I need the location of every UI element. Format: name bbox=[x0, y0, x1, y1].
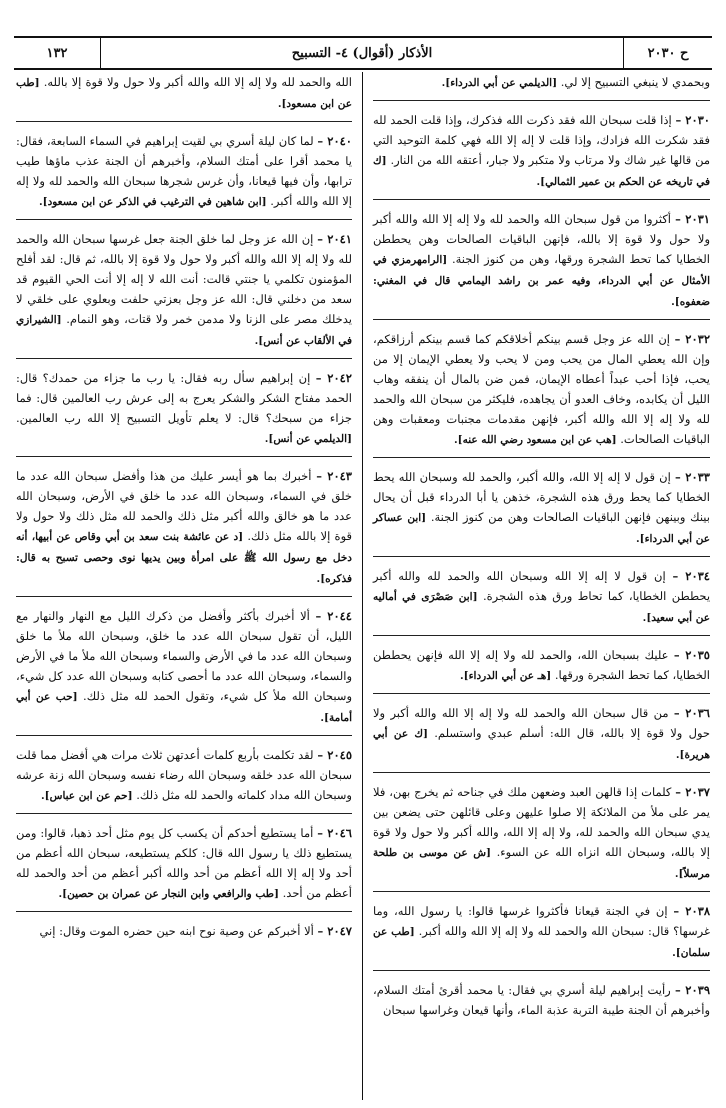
hadith-text: إن في الجنة قيعانا فأكثروا غرسها قالوا: يا رسول الله، وما غرسها؟ قال: سبحان الله والحمد لله ولا إله إلا الله والله أكبر. bbox=[373, 904, 711, 938]
hadith-entry bbox=[16, 131, 352, 220]
hadith-entry bbox=[16, 466, 352, 597]
hadith-entry bbox=[373, 782, 710, 892]
hadith-text: إذا قلت سبحان الله فقد ذكرت الله فذكرك، وإذا قلت الحمد لله فقد شكرت الله فزادك، وإذا قلت لا إله إلا الله فهي كلمة التوحيد التي من قالها غير شاك ولا مرتاب ولا متكبر ولا جبار، أعتقه الله من النار. bbox=[373, 113, 711, 167]
hadith-number: ٢٠٤٢ – bbox=[315, 371, 352, 385]
hadith-text: ألا أخبرك بأكثر وأفضل من ذكرك الليل مع النهار والنهار مع الليل، أن تقول سبحان الله عدد ما خلق، وسبحان الله ملأ ما خلق وسبحان الله عدد ما في الأرض والسماء وسبحان الله ملأ ما في الأرض والسماء، وسبحان الله عدد ما أحصى كتابه وسبحان الله عدد كل شيء، وسبحان الله ملأ كل شيء، وتقول الحمد لله مثل ذلك. bbox=[16, 609, 352, 703]
hadith-number: ٢٠٤٤ – bbox=[315, 609, 352, 623]
hadith-number: ٢٠٤٧ – bbox=[317, 924, 352, 938]
hadith-entry bbox=[16, 368, 352, 457]
hadith-number: ٢٠٣٥ – bbox=[673, 648, 710, 662]
hadith-number: ٢٠٣٦ – bbox=[673, 706, 710, 720]
hadith-source: [ش عن موسى بن طلحة مرسلاً]. bbox=[373, 847, 710, 880]
hadith-text: لقد تكلمت بأربع كلمات أعدتهن ثلاث مرات هي أفضل مما قلت سبحان الله عدد خلقه وسبحان الله رضاء نفسه وسبحان الله زنة عرشه وسبحان الله مداد كلماته والحمد لله مثل ذلك. bbox=[16, 748, 352, 802]
hadith-entry bbox=[373, 209, 710, 320]
hadith-number: ٢٠٣٩ – bbox=[674, 983, 711, 997]
page-number: ١٣٢ bbox=[46, 45, 68, 61]
hadith-source: [ك عن أبي هريرة]. bbox=[373, 728, 710, 761]
hadith-number: ٢٠٤٦ – bbox=[317, 826, 352, 840]
hadith-number: ٢٠٤٠ – bbox=[317, 134, 352, 148]
hadith-number: ٢٠٤٣ – bbox=[316, 469, 352, 483]
hadith-source: [الرامهرمزي في الأمثال عن أبي الدرداء، وفيه عمر بن راشد اليمامي قال في المغني: ضعفوه]. bbox=[373, 254, 710, 308]
hadith-entry bbox=[373, 566, 710, 636]
text-columns bbox=[14, 72, 712, 1100]
hadith-source: [ابن عساكر عن أبي الدرداء]. bbox=[373, 512, 710, 545]
hadith-text: إن قول لا إله إلا الله وسبحان الله والحمد لله والله أكبر يحططن الخطايا، كما تحاط ورق هذه الشجرة. bbox=[373, 569, 711, 603]
hadith-source: [هب عن ابن مسعود رضي الله عنه]. bbox=[453, 434, 617, 446]
chapter-title: الأذكار (أقوال) ٤- التسبيح bbox=[100, 38, 623, 68]
hadith-entry bbox=[16, 229, 352, 359]
hadith-source: [طب عن ابن مسعود]. bbox=[16, 77, 352, 110]
hadith-text: أما يستطيع أحدكم أن يكسب كل يوم مثل أحد ذهبا، قالوا: ومن يستطيع ذلك يا رسول الله قال: كلكم يستطيعه، سبحان الله أعظم من أحد ولا إله إلا الله أعظم من أحد والله أكبر أعظم من أحد والحمد لله أعظم من أحد. bbox=[16, 826, 352, 900]
hadith-text: أكثروا من قول سبحان الله والحمد لله ولا إله إلا الله والله أكبر ولا حول ولا قوة إلا بالله، فإنهن الباقيات الصالحات وهن يحططن الخطايا كما تحط الشجرة ورقها، وهن من كنوز الجنة. bbox=[373, 212, 710, 266]
hadith-text: أخبرك بما هو أيسر عليك من هذا وأفضل سبحان الله عدد ما خلق في السماء، وسبحان الله عدد ما خلق في الأرض، وسبحان الله عدد ما هو خالق والله أكبر مثل ذلك والحمد لله مثل ذلك ولا حول ولا قوة إلا بالله مثل ذلك. bbox=[16, 469, 353, 543]
hadith-source: [ابن صَصْرَى في أماليه عن أبي سعيد]. bbox=[373, 591, 710, 624]
hadith-source: [هـ عن أبي الدرداء]. bbox=[460, 670, 552, 682]
right-column bbox=[363, 72, 712, 1100]
hadith-entry bbox=[16, 72, 352, 122]
hadith-source: [ك في تاريخه عن الحكم بن عمير الثمالي]. bbox=[373, 155, 710, 188]
hadith-entry bbox=[373, 980, 710, 1027]
hadith-entry bbox=[373, 703, 710, 773]
hadith-source: [ابن شاهين في الترغيب في الذكر عن ابن مسعود]. bbox=[38, 196, 267, 208]
hadith-text: من قال سبحان الله والحمد لله ولا إله إلا الله والله أكبر ولا حول ولا قوة إلا بالله، قال الله: أسلم عبدي واستسلم. bbox=[373, 706, 711, 740]
hadith-number: ٢٠٣١ – bbox=[675, 212, 710, 226]
hadith-number: ٢٠٣٨ – bbox=[673, 904, 711, 918]
hadith-source: [د عن عائشة بنت سعد بن أبي وقاص عن أبيها، أنه دخل مع رسول الله ﷺ على امرأة وبين يديها نوى وحصى تسبح به قال: فذكره]. bbox=[16, 531, 352, 585]
hadith-text: كلمات إذا قالهن العبد وضعهن ملك في جناحه ثم يخرج بهن، فلا يمر على ملأ من الملائكة إلا صلوا عليهن وعلى قائلهن حتى يضعن بين يدي سبحان الله والحمد لله، ولا إله إلا الله، والله أكبر ولا حول ولا قوة إلا بالله، وسبحان الله انزاه الله عن السوء. bbox=[373, 785, 711, 859]
hadith-source: [الشيرازي في الألقاب عن أنس]. bbox=[16, 314, 352, 347]
hadith-source: [طب عن سلمان]. bbox=[373, 926, 710, 959]
hadith-source: [الديلمي عن أنس]. bbox=[264, 433, 352, 445]
hadith-entry bbox=[373, 110, 710, 200]
hadith-number: ٢٠٣٢ – bbox=[674, 332, 711, 346]
page-header bbox=[14, 36, 712, 70]
hadith-source: [حم عن ابن عباس]. bbox=[41, 790, 133, 802]
hadith-entry bbox=[373, 467, 710, 557]
hadith-entry bbox=[373, 329, 710, 458]
hadith-entry bbox=[373, 72, 710, 101]
hadith-text: رأيت إبراهيم ليلة أسري بي فقال: يا محمد أقرئ أمتك السلام، وأخبرهم أن الجنة طيبة التربة عذبة الماء، وأنها قيعان وغراسها سبحان bbox=[373, 983, 710, 1017]
hadith-entry bbox=[16, 921, 352, 948]
hadith-text: إن قول لا إله إلا الله، والله أكبر، والحمد لله وسبحان الله يحط الخطايا كما يحط ورق هذه الشجرة، خذهن يا أبا الدرداء قبل أن يحال بينك وبينهن فإنهن الباقيات الصالحات وهن من كنوز الجنة. bbox=[373, 470, 710, 524]
hadith-text: الله والحمد لله ولا إله إلا الله والله أكبر ولا حول ولا قوة إلا بالله. bbox=[43, 75, 353, 89]
hadith-text: إن إبراهيم سأل ربه فقال: يا رب ما جزاء من حمدك؟ قال: الحمد مفتاح الشكر والشكر يعرج به إلى عرش رب العالمين قال: فما جزاء من سبحك؟ قال: لا يعلم تأويل التسبيح إلا الله رب العالمين. bbox=[16, 371, 352, 425]
hadith-number: ٢٠٣٤ – bbox=[672, 569, 710, 583]
hadith-source: [حب عن أبي أمامة]. bbox=[16, 691, 352, 724]
hadith-entry bbox=[16, 745, 352, 814]
hadith-number: ٢٠٣٣ – bbox=[674, 470, 710, 484]
hadith-number: ٢٠٤٥ – bbox=[317, 748, 353, 762]
hadith-range: ح ٢٠٣٠ bbox=[623, 38, 712, 68]
hadith-number: ٢٠٤١ – bbox=[317, 232, 352, 246]
hadith-text: إن الله عز وجل قسم بينكم أخلاقكم كما قسم بينكم أرزاقكم، وإن الله يعطي المال من يحب ومن لا يحب ولا يعطي الإيمان إلا من يحب، فإذا أحب عبداً أعطاه الإيمان، فمن ضن بالمال أن ينفقه وهاب الليل أن يكابده، وخاف العدو أن يجاهده، فليكثر من سبحان الله والحمد لله ولا إله إلا الله والله أكبر، فإنهن مقدمات مجنبات ومعقبات وهن الباقيات الصالحات. bbox=[373, 332, 710, 446]
hadith-text: ألا أخبركم عن وصية نوح ابنه حين حضره الموت وقال: إني bbox=[39, 924, 314, 938]
left-column bbox=[14, 72, 363, 1100]
hadith-entry bbox=[16, 823, 352, 912]
hadith-entry bbox=[16, 606, 352, 736]
hadith-number: ٢٠٣٧ – bbox=[675, 785, 710, 799]
hadith-text: عليك بسبحان الله، والحمد لله ولا إله إلا الله فإنهن يحططن الخطايا، كما تحط الشجرة ورقها. bbox=[373, 648, 710, 682]
hadith-entry bbox=[373, 645, 710, 694]
hadith-text: لما كان ليلة أسري بي لقيت إبراهيم في السماء السابعة، فقال: يا محمد أقرا على أمتك السلام، وأخبرهم أن الجنة عذب ماؤها طيب ترابها، وأن فيها قيعانا، وأن غرس شجرها سبحان الله والحمد لله ولا إله إلا الله والله أكبر. bbox=[16, 134, 352, 208]
hadith-entry bbox=[373, 901, 710, 971]
hadith-source: [الديلمي عن أبي الدرداء]. bbox=[441, 77, 558, 89]
hadith-text: وبحمدي لا ينبغي التسبيح إلا لي. bbox=[560, 75, 710, 89]
hadith-source: [طب والرافعي وابن النجار عن عمران بن حصين]. bbox=[58, 888, 279, 900]
hadith-text: إن الله عز وجل لما خلق الجنة جعل غرسها سبحان الله والحمد لله ولا إله إلا الله والله أكبر ولا حول ولا قوة إلا بالله، ثم قال: لقد أفلح المؤمنون تكلمي يا جنتي قالت: أنت الله لا إله إلا أنت الحي القيوم قد سعد من دخلني قال: الله عز وجل بعزتي حلفت وبعلوي على خلقي لا يدخلك مصر على الزنا ولا مدمن خمر ولا قتات، وهو النمام. bbox=[16, 232, 353, 326]
hadith-number: ٢٠٣٠ – bbox=[675, 113, 710, 127]
